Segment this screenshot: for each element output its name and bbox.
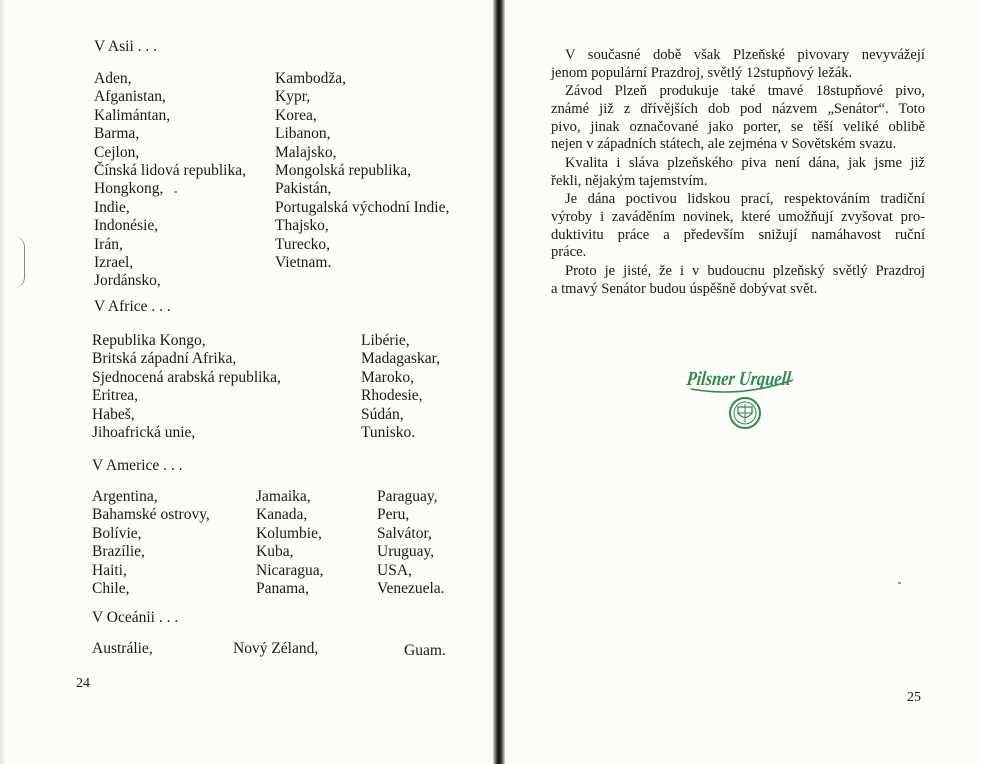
text-line: a tmavý Senátor budou úspěšně dobývat svět. [551,280,818,297]
text-line: jenom populární Prazdroj, světlý 12stupňový ležák. [551,64,853,81]
country-name: Mongolská republika, [275,162,412,180]
text-line: duktivitu práce a především snižují namáhavost ruční [551,226,925,243]
country-name: Salvátor, [377,524,432,542]
country-name: Britská západní Afrika, [92,350,237,368]
book-spine [493,0,505,764]
country-name: Malajsko, [275,143,337,161]
country-name: Izrael, [94,254,134,272]
paragraph-1 [551,47,925,83]
paragraph-4 [551,191,925,262]
oceania-item-new-zealand: Nový Zéland, [233,640,319,657]
country-name: Čínská lidová republika, [94,162,246,180]
country-name: Kypr, [275,88,311,106]
country-name: Jihoafrická unie, [92,424,196,442]
country-name: Kolumbie, [256,524,322,542]
country-name: Venezuela. [377,580,445,598]
country-name: Haiti, [92,561,127,579]
country-name: Rhodesie, [361,387,423,405]
heading-africa: V Africe . . . [94,298,171,315]
country-name: Irán, [94,235,123,253]
country-name: Aden, [94,70,132,87]
africa-column-2 [361,332,440,442]
country-name: Sjednocená arabská republika, [92,368,281,386]
africa-column-1 [92,332,281,442]
country-name: Brazílie, [92,543,145,561]
america-column-1 [92,488,210,598]
text-line: V současné době však Plzeňské pivovary nevyvážejí [565,47,925,63]
country-name: Uruguay, [377,543,435,561]
country-name: Argentina, [92,488,158,505]
paragraph-3 [551,155,925,191]
asia-column-1 [94,70,246,291]
text-line: práce. [551,244,587,261]
country-name: Jamaika, [256,488,311,505]
country-name: Libérie, [361,332,410,349]
text-line: Je dána poctivou lidskou prací, respektováním tradiční [565,191,925,207]
text-line: výroby i zaváděním novinek, které umožňují zvyšovat pro- [551,208,925,225]
ink-speck [174,191,177,193]
page-curl-mark [14,236,25,288]
text-line: nejen v západních státech, ale zejména v Sovětském svazu. [551,136,897,153]
heading-oceania: V Oceánii . . . [92,609,179,626]
country-name: Kuba, [256,543,294,561]
country-name: Turecko, [275,235,330,253]
country-name: Hongkong, [94,180,164,198]
country-name: Republika Kongo, [92,332,206,349]
country-name: Chile, [92,580,130,598]
page-edge [0,0,6,764]
country-name: Indonésie, [94,217,159,235]
country-name: Madagaskar, [361,350,440,368]
heading-america: V Americe . . . [92,457,183,474]
country-name: Panama, [256,580,309,598]
heading-asia: V Asii . . . [94,38,158,55]
text-line: pivo, jinak označované jako porter, se těší veliké oblibě [551,118,925,135]
pilsner-urquell-logo [685,358,816,432]
country-name: Portugalská východní Indie, [275,198,450,216]
america-column-3 [377,488,445,598]
country-name: USA, [377,561,412,579]
country-name: Habeš, [92,405,135,423]
text-line: Kvalita i sláva plzeňského piva není dána, jak jsme již [565,155,925,171]
oceania-item-australia: Austrálie, [92,640,153,657]
country-name: Kalimántan, [94,106,171,124]
america-column-2 [256,488,324,598]
country-name: Korea, [275,106,317,124]
country-name: Jordánsko, [94,272,161,290]
country-name: Libanon, [275,125,331,143]
country-name: Thajsko, [275,217,329,235]
country-name: Eritrea, [92,387,139,405]
country-name: Afganistan, [94,88,166,106]
paragraph-2 [551,83,925,154]
country-name: Tunisko. [361,424,416,442]
country-name: Cejlon, [94,143,140,161]
text-line: Závod Plzeň produkuje také tmavé 18stupňové pivo, [565,83,925,99]
country-name: Barma, [94,125,140,143]
logo-text: Pilsner Urquell [685,368,816,390]
country-name: Maroko, [361,368,414,386]
country-name: Paraguay, [377,488,438,505]
paragraph-5 [551,263,925,299]
text-line: známé již z dřívějších dob pod názvem „Senátor“. Toto [551,100,925,117]
country-name: Kambodža, [275,70,347,87]
country-name: Pakistán, [275,180,332,198]
country-name: Bahamské ostrovy, [92,506,210,524]
country-name: Súdán, [361,405,404,423]
country-name: Kanada, [256,506,308,524]
country-name: Vietnam. [275,254,332,272]
country-name: Peru, [377,506,410,524]
asia-column-2 [275,70,449,272]
country-name: Bolívie, [92,524,142,542]
page-number-left: 24 [76,676,90,691]
text-line: Proto je jisté, že i v budoucnu plzeňský světlý Prazdroj [565,263,925,279]
country-name: Indie, [94,198,130,216]
page-number-right: 25 [907,690,921,705]
ink-speck [898,582,901,584]
country-name: Nicaragua, [256,561,324,579]
oceania-item-guam: Guam. [404,642,446,659]
text-line: řekli, nějakým tajemstvím. [551,172,708,189]
